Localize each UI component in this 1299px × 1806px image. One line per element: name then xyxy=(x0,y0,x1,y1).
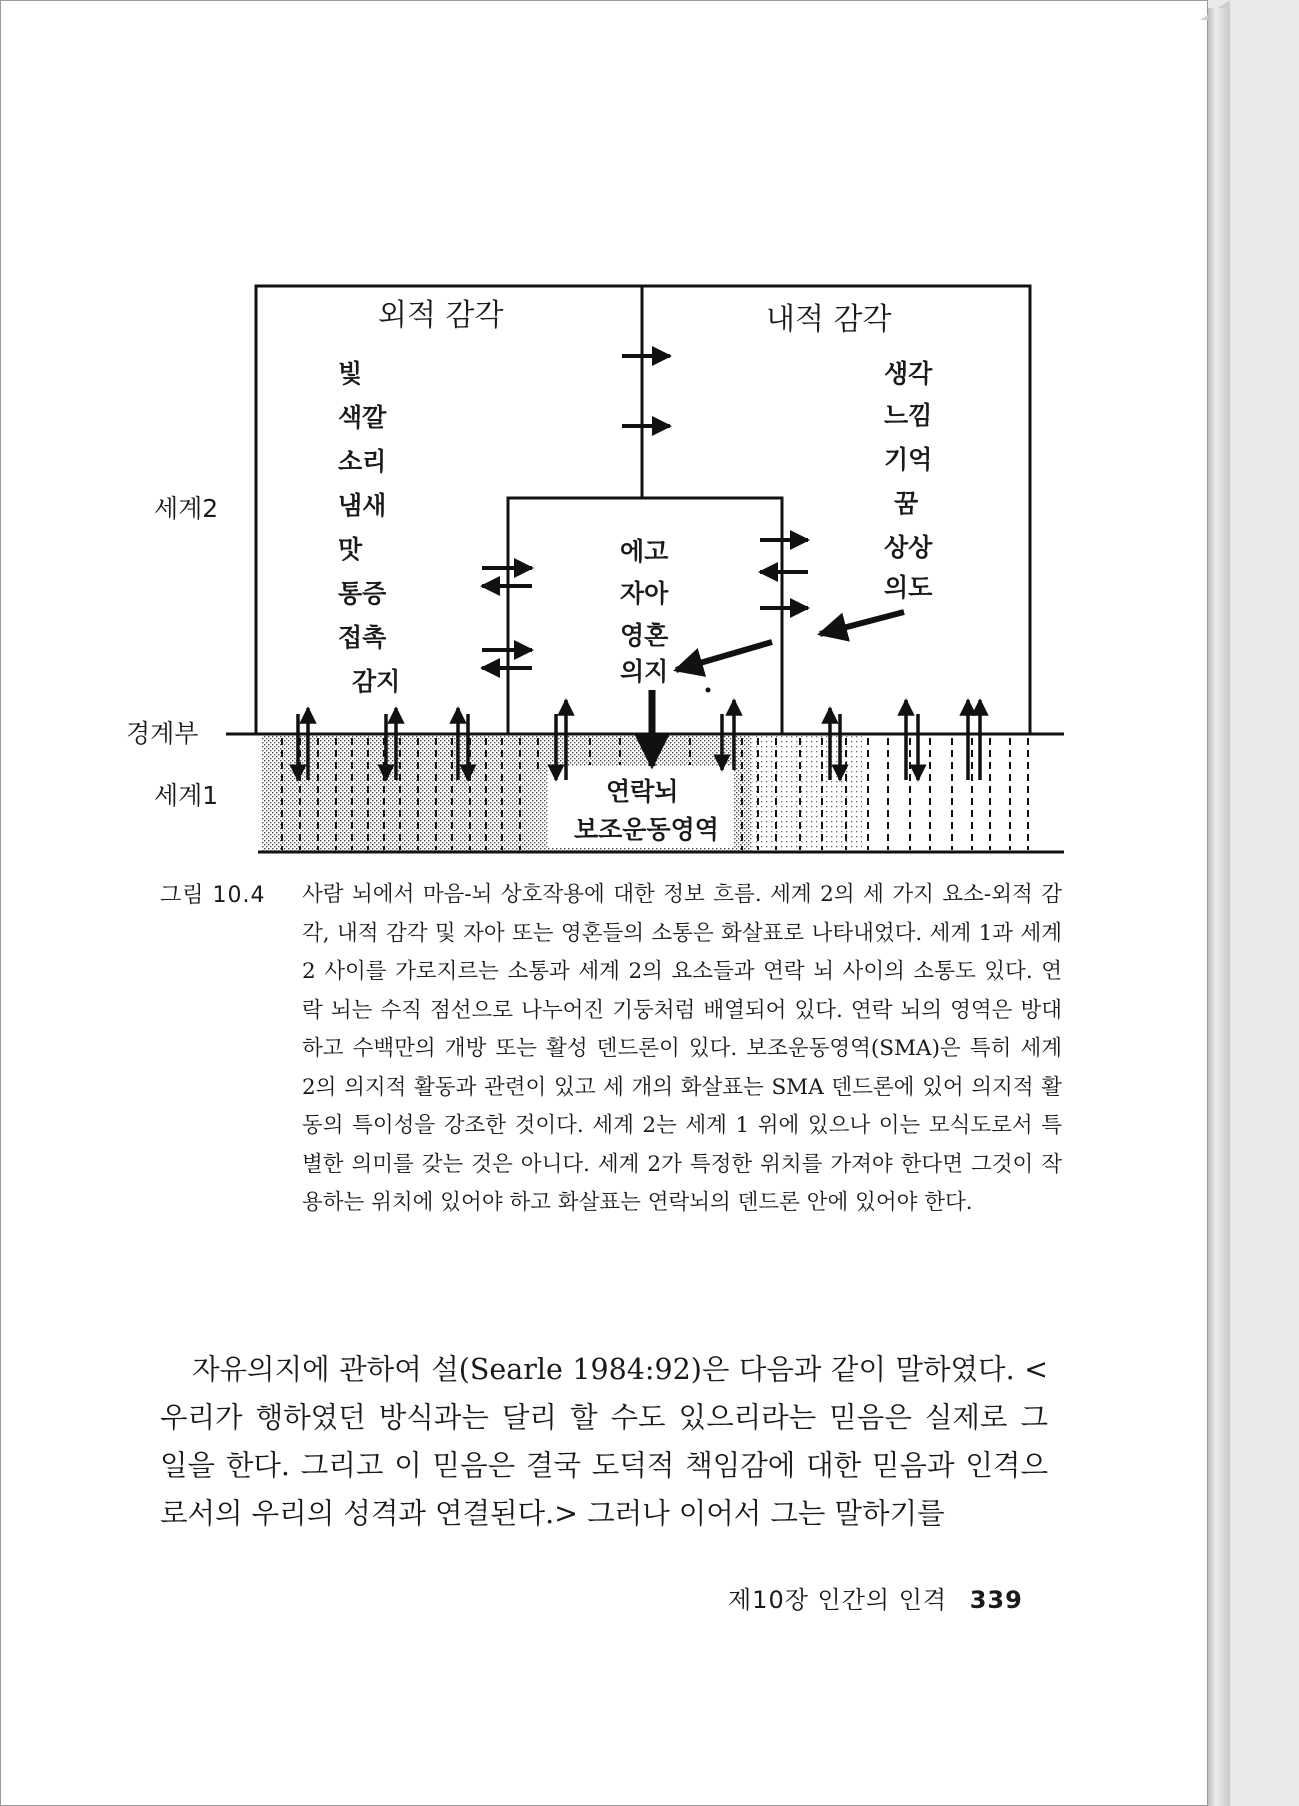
caption-label: 그림 10.4 xyxy=(160,883,266,908)
inner-item: 느낌 xyxy=(884,401,933,430)
body-paragraph: 자유의지에 관하여 설(Searle 1984:92)은 다음과 같이 말하였다. <우리가 행하였던 방식과는 달리 할 수도 있으리라는 믿음은 실제로 그 일을 한다. 그리고 이 믿음은 결국 도덕적 책임감에 대한 믿음과 인격으로서의 우리의 성격과 연결된다.> 그러나 이어서 그는 말하기를 xyxy=(160,1353,1048,1530)
outer-item: 소리 xyxy=(338,447,387,476)
inner-item: 상상 xyxy=(884,533,933,562)
outer-item: 냄새 xyxy=(338,491,387,520)
ego-box xyxy=(508,498,782,734)
label-world1: 세계1 xyxy=(154,781,219,810)
outer-item: 통증 xyxy=(338,579,387,608)
inner-item: 꿈 xyxy=(894,489,919,518)
caption-text: 사람 뇌에서 마음-뇌 상호작용에 대한 정보 흐름. 세계 2의 세 가지 요소-외적 감각, 내적 감각 및 자아 또는 영혼들의 소통은 화살표로 나타내었다. 세계 1과 세계 2 사이를 가로지르는 소통과 세계 2의 요소들과 연락 뇌 사이의 소통도 있다. 연락 뇌는 수직 점선으로 나누어진 기둥처럼 배열되어 있다. 연락 뇌의 영역은 방대하고 수백만의 개방 또는 활성 덴드론이 있다. 보조운동영역(SMA)은 특히 세계 2의 의지적 활동과 관련이 있고 세 개의 화살표는 SMA 덴드론에 있어 의지적 활동의 특이성을 강조한 것이다. 세계 2는 세계 1 위에 있으나 이는 모식도로서 특별한 의미를 갖는 것은 아니다. 세계 2가 특정한 위치를 가져야 한다면 그것이 작용하는 위치에 있어야 하고 화살표는 연락뇌의 덴드론 안에 있어야 한다. xyxy=(302,882,1062,1215)
outer-sense-title: 외적 감각 xyxy=(378,298,504,333)
dot-mark xyxy=(706,688,711,693)
running-footer xyxy=(728,1580,1023,1615)
liaison-brain-label: 연락뇌 xyxy=(606,777,679,806)
mind-brain-diagram xyxy=(0,0,1208,870)
chapter-title: 제10장 인간의 인격 xyxy=(728,1586,948,1614)
outer-item: 맛 xyxy=(338,535,363,564)
inner-sense-list xyxy=(884,359,933,602)
ego-item: 에고 xyxy=(620,537,669,566)
inner-sense-title: 내적 감각 xyxy=(766,302,892,337)
sma-label: 보조운동영역 xyxy=(574,815,719,844)
outer-sense-list xyxy=(338,359,400,696)
diagonal-arrows xyxy=(676,612,904,670)
inner-item: 의도 xyxy=(884,573,933,602)
page-edge xyxy=(1208,8,1230,1806)
page-number: 339 xyxy=(969,1586,1023,1614)
ego-item: 자아 xyxy=(620,579,669,608)
label-boundary: 경계부 xyxy=(126,719,199,748)
label-world2: 세계2 xyxy=(154,494,219,523)
ego-list xyxy=(620,537,669,686)
inner-item: 기억 xyxy=(884,445,933,474)
outer-item: 색깔 xyxy=(338,403,387,432)
inner-item: 생각 xyxy=(884,359,933,388)
ego-item: 의지 xyxy=(620,657,669,686)
outer-item: 빛 xyxy=(338,359,363,388)
ego-item: 영혼 xyxy=(620,621,669,650)
outer-item: 감지 xyxy=(352,667,401,696)
outer-item: 접촉 xyxy=(338,623,387,652)
